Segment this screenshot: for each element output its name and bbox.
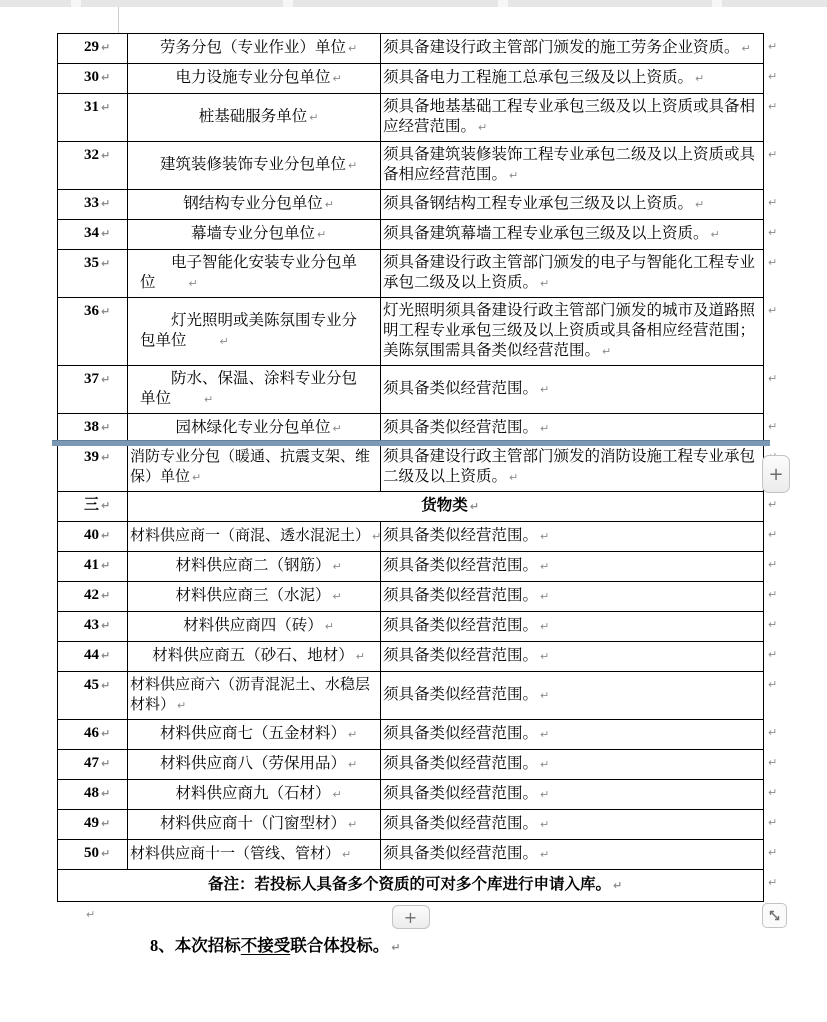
paragraph-mark-icon: ↵ — [741, 42, 751, 55]
table-row — [58, 780, 804, 810]
qualification-cell[interactable] — [381, 552, 764, 582]
qualification-cell[interactable] — [381, 142, 764, 190]
table-row — [58, 64, 804, 94]
paragraph-mark-icon: ↵ — [101, 227, 111, 240]
row-end-mark-icon: ↵ — [768, 69, 778, 83]
paragraph-mark-icon: ↵ — [332, 72, 342, 85]
paragraph-mark-icon: ↵ — [540, 530, 550, 543]
table-row — [58, 414, 804, 444]
row-number-cell[interactable] — [58, 298, 128, 366]
row-number-text: 42 — [84, 587, 99, 603]
table-row — [58, 366, 804, 414]
paragraph-mark-icon: ↵ — [101, 817, 111, 830]
row-end-mark-cell — [764, 298, 804, 366]
paragraph-mark-icon: ↵ — [695, 72, 705, 85]
row-number-cell[interactable] — [58, 612, 128, 642]
qualification-cell[interactable] — [381, 522, 764, 552]
paragraph-mark-icon: ↵ — [540, 818, 550, 831]
paragraph-mark-icon: ↵ — [540, 650, 550, 663]
paragraph-mark-icon: ↵ — [101, 101, 111, 114]
qualification-cell[interactable] — [381, 366, 764, 414]
unit-name-text: 材料供应商六（沥青混泥土、水稳层材料） — [130, 677, 371, 713]
row-end-mark-cell — [764, 582, 804, 612]
paragraph-mark-icon: ↵ — [355, 650, 365, 663]
row-end-mark-cell — [764, 612, 804, 642]
paragraph-mark-icon: ↵ — [469, 500, 479, 513]
qualification-cell[interactable] — [381, 414, 764, 444]
plus-icon: + — [403, 907, 418, 927]
row-number-cell[interactable] — [58, 720, 128, 750]
clause-8-text-prefix: 8、本次招标 — [150, 936, 241, 955]
paragraph-mark-icon: ↵ — [101, 197, 111, 210]
paragraph-mark-icon: ↵ — [613, 879, 623, 892]
paragraph-mark-icon: ↵ — [101, 257, 111, 270]
qualification-text: 须具备钢结构工程专业承包三级及以上资质。 — [383, 195, 694, 212]
paragraph-mark-icon: ↵ — [101, 679, 111, 692]
paragraph-mark-icon: ↵ — [540, 620, 550, 633]
row-number-text: 49 — [84, 815, 99, 831]
clause-8-underlined-text: 不接受 — [240, 936, 291, 955]
paragraph-mark-icon: ↵ — [219, 335, 229, 348]
unit-name-text: 材料供应商二（钢筋） — [175, 557, 331, 574]
qualification-cell[interactable] — [381, 34, 764, 64]
unit-name-cell[interactable] — [128, 366, 381, 414]
qualification-text: 须具备建设行政主管部门颁发的消防设施工程专业承包二级及以上资质。 — [383, 448, 756, 485]
qualification-text: 须具备建设行政主管部门颁发的电子与智能化工程专业承包二级及以上资质。 — [383, 254, 756, 291]
table-row — [58, 552, 804, 582]
unit-name-text: 幕墙专业分包单位 — [190, 225, 315, 242]
qualification-cell[interactable] — [381, 190, 764, 220]
qualification-text: 须具备建筑幕墙工程专业承包三级及以上资质。 — [383, 225, 709, 242]
row-number-text: 30 — [84, 69, 99, 85]
row-number-text: 36 — [84, 303, 99, 319]
unit-name-cell[interactable] — [128, 444, 381, 492]
row-number-cell[interactable] — [58, 642, 128, 672]
row-number-text: 45 — [84, 677, 99, 693]
row-number-cell[interactable] — [58, 552, 128, 582]
ruler-notch — [283, 0, 293, 7]
row-number-cell[interactable] — [58, 220, 128, 250]
table-row — [58, 34, 804, 64]
table-row — [58, 492, 804, 522]
row-number-cell[interactable] — [58, 750, 128, 780]
row-end-mark-cell — [764, 780, 804, 810]
clause-8-paragraph[interactable] — [150, 935, 401, 959]
paragraph-mark-icon: ↵ — [101, 787, 111, 800]
row-end-mark-icon: ↵ — [768, 755, 778, 769]
qualification-cell[interactable] — [381, 840, 764, 870]
paragraph-mark-icon: ↵ — [101, 149, 111, 162]
unit-name-cell[interactable] — [128, 34, 381, 64]
unit-name-text: 建筑装修装饰专业分包单位 — [159, 156, 346, 173]
row-number-text: 40 — [84, 527, 99, 543]
paragraph-mark-icon: ↵ — [348, 159, 358, 172]
paragraph-mark-icon: ↵ — [540, 848, 550, 861]
paragraph-mark-icon: ↵ — [101, 373, 111, 386]
column-guide-line — [118, 7, 119, 33]
qualification-text: 须具备类似经营范围。 — [383, 617, 539, 634]
row-number-text: 29 — [84, 39, 99, 55]
paragraph-mark-icon: ↵ — [348, 42, 358, 55]
paragraph-mark-icon: ↵ — [101, 305, 111, 318]
unit-name-text: 消防专业分包（暖通、抗震支架、维保）单位 — [130, 449, 371, 485]
row-end-mark-cell — [764, 552, 804, 582]
table-row — [58, 142, 804, 190]
row-number-text: 38 — [84, 419, 99, 435]
qualification-cell[interactable] — [381, 672, 764, 720]
paragraph-mark-icon: ↵ — [332, 422, 342, 435]
paragraph-mark-icon: ↵ — [540, 383, 550, 396]
paragraph-mark-icon: ↵ — [101, 451, 111, 464]
row-end-mark-icon: ↵ — [768, 875, 778, 889]
row-number-text: 三 — [83, 497, 99, 513]
row-end-mark-cell — [764, 492, 804, 522]
unit-name-text: 电力设施专业分包单位 — [175, 69, 331, 86]
unit-name-text: 材料供应商八（劳保用品） — [159, 755, 346, 772]
row-end-mark-cell — [764, 220, 804, 250]
unit-name-text: 材料供应商五（砂石、地材） — [152, 647, 354, 664]
row-end-mark-cell — [764, 720, 804, 750]
paragraph-mark-icon: ↵ — [372, 530, 382, 543]
unit-name-cell[interactable] — [128, 522, 381, 552]
paragraph-mark-icon: ↵ — [332, 560, 342, 573]
row-end-mark-icon: ↵ — [768, 677, 778, 691]
row-end-mark-cell — [764, 810, 804, 840]
unit-name-text: 材料供应商十（门窗型材） — [159, 815, 346, 832]
qualification-text: 须具备建设行政主管部门颁发的施工劳务企业资质。 — [383, 39, 740, 56]
qualification-cell[interactable] — [381, 612, 764, 642]
paragraph-mark-icon: ↵ — [540, 689, 550, 702]
row-end-mark-icon: ↵ — [768, 303, 778, 317]
qualification-cell[interactable] — [381, 94, 764, 142]
paragraph-mark-icon: ↵ — [101, 499, 111, 512]
qualification-cell[interactable] — [381, 810, 764, 840]
ruler-notch — [712, 0, 722, 7]
qualification-text: 须具备建筑装修装饰工程专业承包二级及以上资质或具备相应经营范围。 — [383, 146, 756, 183]
row-end-mark-icon: ↵ — [768, 845, 778, 859]
table-row — [58, 190, 804, 220]
paragraph-mark-icon: ↵ — [317, 228, 327, 241]
row-insert-indicator-line — [52, 440, 770, 446]
unit-name-text: 材料供应商九（石材） — [175, 785, 331, 802]
paragraph-mark-icon: ↵ — [509, 471, 519, 484]
qualification-text: 须具备类似经营范围。 — [383, 419, 539, 436]
paragraph-mark-icon: ↵ — [188, 277, 198, 290]
paragraph-mark-icon: ↵ — [540, 560, 550, 573]
paragraph-mark-icon: ↵ — [342, 848, 352, 861]
paragraph-mark-icon: ↵ — [540, 728, 550, 741]
unit-name-text: 材料供应商十一（管线、管材） — [130, 846, 341, 862]
row-number-cell[interactable] — [58, 522, 128, 552]
row-end-mark-cell — [764, 522, 804, 552]
row-number-text: 43 — [84, 617, 99, 633]
row-end-mark-icon: ↵ — [768, 647, 778, 661]
qualification-text: 须具备类似经营范围。 — [383, 755, 539, 772]
row-end-mark-icon: ↵ — [768, 527, 778, 541]
paragraph-mark-icon: ↵ — [101, 41, 111, 54]
paragraph-mark-icon: ↵ — [332, 590, 342, 603]
table-row — [58, 522, 804, 552]
unit-name-cell[interactable] — [128, 612, 381, 642]
row-number-text: 33 — [84, 195, 99, 211]
row-end-mark-icon: ↵ — [768, 587, 778, 601]
paragraph-mark-icon: ↵ — [204, 393, 214, 406]
paragraph-mark-icon: ↵ — [101, 649, 111, 662]
qualification-text: 须具备类似经营范围。 — [383, 686, 539, 703]
row-number-cell[interactable] — [58, 780, 128, 810]
paragraph-mark-icon: ↵ — [192, 471, 202, 484]
qualification-text: 须具备类似经营范围。 — [383, 647, 539, 664]
ruler-notch — [498, 0, 508, 7]
clause-8-text-suffix: 联合体投标。 — [290, 936, 390, 955]
row-number-cell[interactable] — [58, 34, 128, 64]
row-end-mark-cell — [764, 64, 804, 94]
paragraph-mark-icon: ↵ — [348, 728, 358, 741]
paragraph-mark-icon: ↵ — [540, 590, 550, 603]
qualification-cell[interactable] — [381, 298, 764, 366]
unit-name-cell[interactable] — [128, 720, 381, 750]
row-end-mark-cell — [764, 34, 804, 64]
paragraph-mark-icon: ↵ — [602, 345, 612, 358]
qualification-text: 须具备类似经营范围。 — [383, 785, 539, 802]
table-row — [58, 94, 804, 142]
row-end-mark-cell — [764, 642, 804, 672]
unit-name-text: 材料供应商一（商混、透水混泥土） — [130, 528, 371, 544]
row-number-cell[interactable] — [58, 492, 128, 522]
qualification-text: 须具备类似经营范围。 — [383, 587, 539, 604]
row-number-text: 44 — [84, 647, 99, 663]
qualification-text: 灯光照明须具备建设行政主管部门颁发的城市及道路照明工程专业承包三级及以上资质或具备相应经营范围；美陈氛围需具备类似经营范围。 — [383, 302, 756, 359]
row-number-text: 41 — [84, 557, 99, 573]
row-end-mark-cell — [764, 414, 804, 444]
paragraph-mark-icon: ↵ — [540, 277, 550, 290]
unit-name-cell[interactable] — [128, 298, 381, 366]
row-end-mark-cell — [764, 250, 804, 298]
qualification-cell[interactable] — [381, 220, 764, 250]
qualification-text: 须具备地基基础工程专业承包三级及以上资质或具备相应经营范围。 — [383, 98, 756, 135]
unit-name-text: 材料供应商四（砖） — [183, 617, 323, 634]
paragraph-mark-icon: ↵ — [391, 941, 401, 954]
paragraph-mark-icon: ↵ — [348, 818, 358, 831]
row-end-mark-icon: ↵ — [768, 147, 778, 161]
row-end-mark-icon: ↵ — [768, 617, 778, 631]
unit-name-cell[interactable] — [128, 672, 381, 720]
unit-name-text: 钢结构专业分包单位 — [183, 195, 323, 212]
row-number-text: 46 — [84, 725, 99, 741]
row-number-cell[interactable] — [58, 840, 128, 870]
row-number-text: 48 — [84, 785, 99, 801]
qualification-text: 须具备类似经营范围。 — [383, 845, 539, 862]
unit-name-cell[interactable] — [128, 840, 381, 870]
row-number-text: 47 — [84, 755, 99, 771]
qualification-cell[interactable] — [381, 750, 764, 780]
paragraph-mark-icon: ↵ — [86, 908, 96, 921]
row-end-mark-icon: ↵ — [768, 419, 778, 433]
table-row — [58, 840, 804, 870]
qualification-text: 须具备电力工程施工总承包三级及以上资质。 — [383, 69, 694, 86]
note-text: 备注：若投标人具备多个资质的可对多个库进行申请入库。 — [207, 876, 611, 893]
table-row — [58, 220, 804, 250]
unit-name-text: 灯光照明或美陈氛围专业分包单位 — [140, 312, 358, 349]
row-end-mark-cell — [764, 94, 804, 142]
unit-name-text: 材料供应商三（水泥） — [175, 587, 331, 604]
plus-icon: + — [768, 463, 784, 485]
row-end-mark-icon: ↵ — [768, 815, 778, 829]
row-number-cell[interactable] — [58, 366, 128, 414]
unit-name-text: 园林绿化专业分包单位 — [175, 419, 331, 436]
qualification-cell[interactable] — [381, 780, 764, 810]
row-number-text: 50 — [84, 845, 99, 861]
row-number-text: 37 — [84, 371, 99, 387]
paragraph-mark-icon: ↵ — [695, 198, 705, 211]
table-row — [58, 642, 804, 672]
row-end-mark-cell — [764, 142, 804, 190]
row-end-mark-cell — [764, 190, 804, 220]
paragraph-mark-icon: ↵ — [309, 111, 319, 124]
paragraph-mark-icon: ↵ — [101, 847, 111, 860]
table-row — [58, 720, 804, 750]
paragraph-mark-icon: ↵ — [540, 788, 550, 801]
unit-name-cell[interactable] — [128, 142, 381, 190]
row-end-mark-icon: ↵ — [768, 255, 778, 269]
row-number-cell[interactable] — [58, 250, 128, 298]
unit-name-text: 防水、保温、涂料专业分包单位 — [140, 370, 358, 407]
row-end-mark-icon: ↵ — [768, 39, 778, 53]
ruler-notch — [71, 0, 81, 7]
qualification-cell[interactable] — [381, 444, 764, 492]
qualification-cell[interactable] — [381, 64, 764, 94]
row-end-mark-icon: ↵ — [768, 497, 778, 511]
table-row — [58, 750, 804, 780]
unit-name-cell[interactable] — [128, 750, 381, 780]
unit-name-cell[interactable] — [128, 414, 381, 444]
paragraph-mark-icon: ↵ — [509, 169, 519, 182]
table-row — [58, 870, 804, 902]
table-resize-handle[interactable] — [762, 903, 787, 928]
unit-name-cell[interactable] — [128, 582, 381, 612]
row-number-text: 39 — [84, 449, 99, 465]
unit-name-cell[interactable] — [128, 780, 381, 810]
unit-name-cell[interactable] — [128, 552, 381, 582]
unit-name-cell[interactable] — [128, 94, 381, 142]
row-number-text: 35 — [84, 255, 99, 271]
unit-name-cell[interactable] — [128, 810, 381, 840]
row-end-mark-cell — [764, 672, 804, 720]
row-number-text: 34 — [84, 225, 99, 241]
paragraph-mark-icon: ↵ — [540, 422, 550, 435]
qualification-cell[interactable] — [381, 250, 764, 298]
paragraph-mark-icon: ↵ — [478, 121, 488, 134]
unit-name-text: 材料供应商七（五金材料） — [159, 725, 346, 742]
page-top-ruler — [0, 0, 827, 7]
row-end-mark-cell — [764, 870, 804, 902]
row-end-mark-icon: ↵ — [768, 225, 778, 239]
row-number-cell[interactable] — [58, 94, 128, 142]
table-row — [58, 582, 804, 612]
qualification-table — [57, 33, 804, 902]
qualification-text: 须具备类似经营范围。 — [383, 527, 539, 544]
qualification-text: 须具备类似经营范围。 — [383, 725, 539, 742]
paragraph-mark-icon: ↵ — [101, 727, 111, 740]
row-end-mark-icon: ↵ — [768, 371, 778, 385]
diagonal-resize-icon — [767, 908, 782, 923]
unit-name-cell[interactable] — [128, 642, 381, 672]
paragraph-mark-icon: ↵ — [177, 699, 187, 712]
unit-name-text: 桩基础服务单位 — [198, 108, 308, 125]
section-title-cell[interactable] — [128, 492, 764, 522]
table-row — [58, 250, 804, 298]
row-number-cell[interactable] — [58, 672, 128, 720]
unit-name-cell[interactable] — [128, 64, 381, 94]
unit-name-cell[interactable] — [128, 250, 381, 298]
row-number-cell[interactable] — [58, 190, 128, 220]
note-cell[interactable] — [58, 870, 764, 902]
section-title-text: 货物类 — [421, 497, 468, 514]
paragraph-mark-icon: ↵ — [101, 529, 111, 542]
qualification-text: 须具备类似经营范围。 — [383, 380, 539, 397]
unit-name-text: 劳务分包（专业作业）单位 — [159, 39, 346, 56]
table-row — [58, 612, 804, 642]
table-row — [58, 298, 804, 366]
row-end-mark-icon: ↵ — [768, 725, 778, 739]
table-row — [58, 810, 804, 840]
row-end-mark-icon: ↵ — [768, 785, 778, 799]
unit-name-text: 电子智能化安装专业分包单位 — [140, 254, 358, 291]
row-number-cell[interactable] — [58, 810, 128, 840]
row-number-cell[interactable] — [58, 414, 128, 444]
row-end-mark-cell — [764, 840, 804, 870]
row-number-text: 32 — [84, 147, 99, 163]
paragraph-mark-icon: ↵ — [710, 228, 720, 241]
unit-name-cell[interactable] — [128, 220, 381, 250]
paragraph-mark-icon: ↵ — [101, 421, 111, 434]
qualification-text: 须具备类似经营范围。 — [383, 557, 539, 574]
paragraph-mark-icon: ↵ — [101, 559, 111, 572]
qualification-cell[interactable] — [381, 582, 764, 612]
row-end-mark-cell — [764, 366, 804, 414]
insert-row-button-right[interactable] — [762, 455, 790, 493]
row-end-mark-cell — [764, 750, 804, 780]
row-end-mark-icon: ↵ — [768, 99, 778, 113]
qualification-cell[interactable] — [381, 720, 764, 750]
row-number-cell[interactable] — [58, 142, 128, 190]
row-number-cell[interactable] — [58, 64, 128, 94]
paragraph-mark-icon: ↵ — [101, 619, 111, 632]
row-number-text: 31 — [84, 99, 99, 115]
unit-name-cell[interactable] — [128, 190, 381, 220]
row-number-cell[interactable] — [58, 582, 128, 612]
insert-row-button-bottom[interactable] — [392, 905, 430, 929]
paragraph-mark-icon: ↵ — [324, 198, 334, 211]
row-number-cell[interactable] — [58, 444, 128, 492]
paragraph-mark-icon: ↵ — [101, 589, 111, 602]
paragraph-mark-icon: ↵ — [101, 71, 111, 84]
paragraph-mark-icon: ↵ — [324, 620, 334, 633]
qualification-cell[interactable] — [381, 642, 764, 672]
table-row — [58, 444, 804, 492]
row-end-mark-icon: ↵ — [768, 195, 778, 209]
row-end-mark-icon: ↵ — [768, 557, 778, 571]
paragraph-mark-icon: ↵ — [540, 758, 550, 771]
paragraph-mark-icon: ↵ — [348, 758, 358, 771]
paragraph-mark-icon: ↵ — [332, 788, 342, 801]
qualification-text: 须具备类似经营范围。 — [383, 815, 539, 832]
paragraph-mark-icon: ↵ — [101, 757, 111, 770]
table-row — [58, 672, 804, 720]
